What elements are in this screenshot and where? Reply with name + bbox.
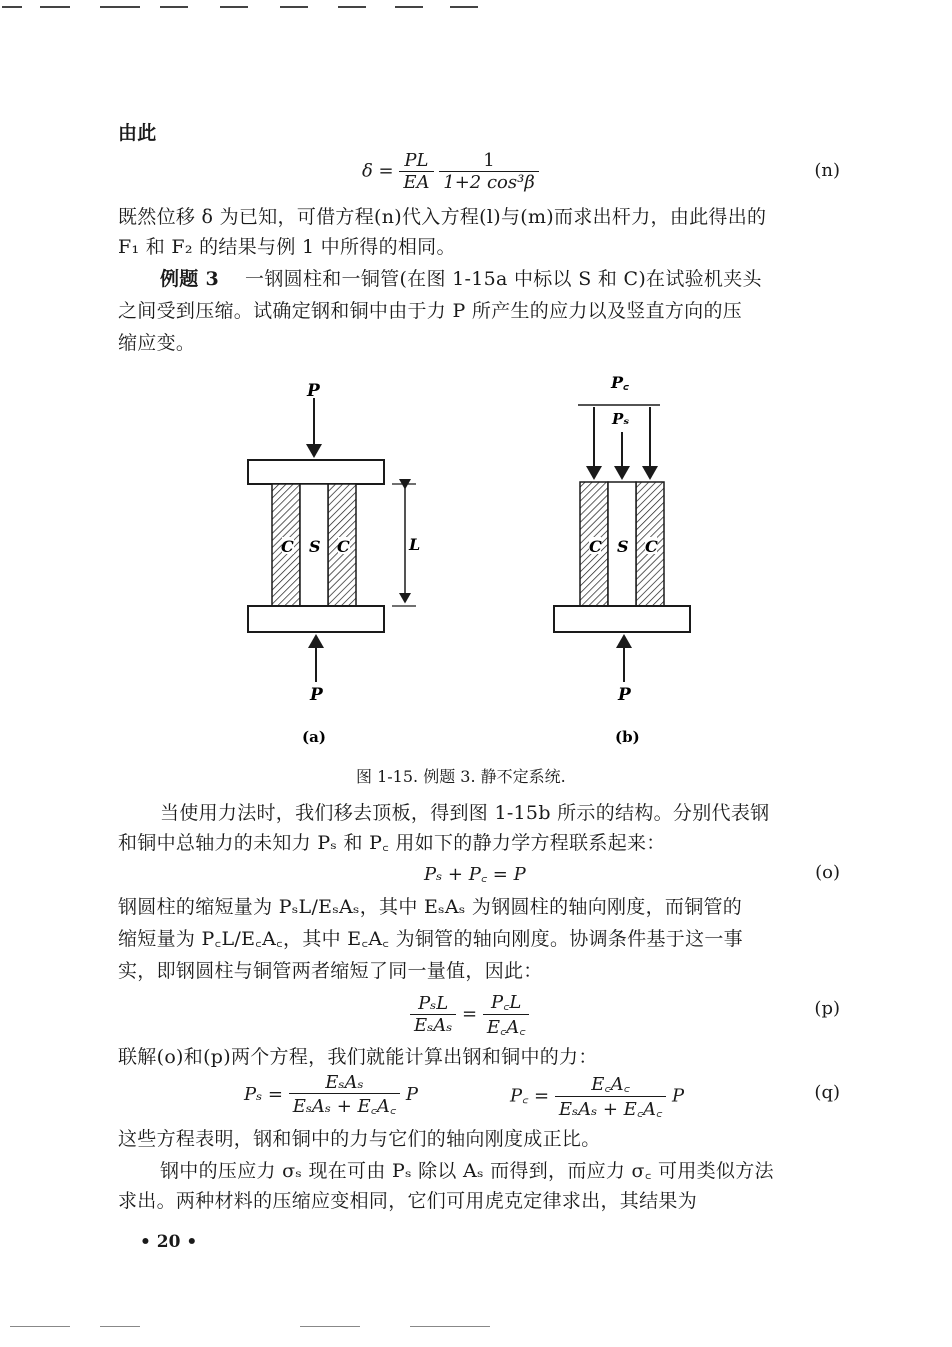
paragraph-3-line-2: 缩短量为 P꜀L/E꜀A꜀，其中 E꜀A꜀ 为铜管的轴向刚度。协调条件基于这一事 <box>118 928 743 950</box>
paragraph-5-line-1: 这些方程表明，钢和铜中的力与它们的轴向刚度成正比。 <box>118 1128 601 1150</box>
example-3-line-2: 之间受到压缩。试确定钢和铜中由于力 P 所产生的应力以及竖直方向的压 <box>118 300 743 322</box>
label-c-right-b: C <box>645 537 658 556</box>
equation-p-equals: = <box>462 1003 478 1025</box>
paragraph-2-line-1: 当使用力法时，我们移去顶板，得到图 1-15b 所示的结构。分别代表钢 <box>160 802 770 824</box>
label-c-left-a: C <box>281 537 294 556</box>
equation-n-lhs: δ = <box>362 160 394 182</box>
equation-q-tag: (q) <box>814 1082 840 1103</box>
paragraph-6-line-1: 钢中的压应力 σₛ 现在可由 Pₛ 除以 Aₛ 而得到，而应力 σ꜀ 可用类似方法 <box>160 1160 774 1182</box>
label-s-b: S <box>617 537 629 556</box>
equation-q-copper-fraction: $\frac{E꜀A꜀}{\text{EₛAₛ + E꜀A꜀}}$ <box>555 1072 666 1121</box>
load-label-bottom-b: P <box>618 685 631 705</box>
equation-p <box>410 990 529 1039</box>
figure-caption: 图 1-15. 例题 3. 静不定系统. <box>356 767 566 786</box>
paragraph-2-line-2: 和铜中总轴力的未知力 Pₛ 和 P꜀ 用如下的静力学方程联系起来： <box>118 832 666 854</box>
bottom-plate-a <box>248 606 384 632</box>
example-3-text-1: 一钢圆柱和一铜管(在图 1-15a 中标以 S 和 C)在试验机夹头 <box>245 268 762 290</box>
equation-o: Pₛ + P꜀ = P <box>424 864 526 885</box>
label-c-left-b: C <box>589 537 602 556</box>
paragraph-1-line-1: 既然位移 δ 为已知，可借方程(n)代入方程(l)与(m)而求出杆力，由此得出的 <box>118 206 767 228</box>
equation-n-fraction-1: $\frac{PL}{EA}$ <box>399 150 433 193</box>
example-3-line-3: 缩应变。 <box>118 332 196 354</box>
equation-n-fraction-2: $\frac{1}{\text{1+2 cos³β}}$ <box>439 150 539 193</box>
equation-q-steel: Pₛ = $\frac{\text{EₛAₛ}}{\text{EₛAₛ + E꜀A꜀}}$ P <box>244 1072 418 1117</box>
equation-o-tag: (o) <box>815 862 840 883</box>
paragraph-1-line-2: F₁ 和 F₂ 的结果与例 1 中所得的相同。 <box>118 236 456 258</box>
paragraph-4-line-1: 联解(o)和(p)两个方程，我们就能计算出钢和铜中的力： <box>118 1046 598 1068</box>
figure-1-15 <box>230 370 710 750</box>
label-length-l: L <box>409 535 421 554</box>
example-label: 例题 3 <box>160 268 220 290</box>
label-s-a: S <box>309 537 321 556</box>
paragraph-3-line-3: 实，即钢圆柱与铜管两者缩短了同一量值，因此： <box>118 960 543 982</box>
sublabel-a: (a) <box>302 728 326 746</box>
equation-p-left-fraction: $\frac{\text{PₛL}}{\text{EₛAₛ}}$ <box>410 993 456 1036</box>
load-label-inner-b: Pₛ <box>612 410 630 428</box>
page-number: • 20 • <box>140 1232 198 1252</box>
paragraph-6-line-2: 求出。两种材料的压缩应变相同，它们可用虎克定律求出，其结果为 <box>118 1190 698 1212</box>
equation-p-tag: (p) <box>814 998 840 1019</box>
equation-n <box>362 150 539 193</box>
equation-q-copper: P꜀ = $\frac{E꜀A꜀}{\text{EₛAₛ + E꜀A꜀}}$ P <box>510 1074 685 1120</box>
equation-n-tag: (n) <box>814 160 840 181</box>
top-plate-a <box>248 460 384 484</box>
equation-q-steel-fraction: $\frac{\text{EₛAₛ}}{\text{EₛAₛ + E꜀A꜀}}$ <box>289 1072 400 1118</box>
figure-part-a <box>248 381 420 746</box>
sublabel-b: (b) <box>615 728 640 746</box>
intro-text: 由此 <box>118 122 157 144</box>
load-label-top-a: P <box>307 381 320 401</box>
figure-part-b <box>554 373 690 746</box>
equation-p-right-fraction: $\frac{P꜀L}{E꜀A꜀}$ <box>483 990 530 1039</box>
load-label-outer-b: P꜀ <box>611 373 629 392</box>
load-label-bottom-a: P <box>310 685 323 705</box>
example-3-line-1 <box>118 266 838 292</box>
label-c-right-a: C <box>337 537 350 556</box>
bottom-plate-b <box>554 606 690 632</box>
paragraph-3-line-1: 钢圆柱的缩短量为 PₛL/EₛAₛ，其中 EₛAₛ 为钢圆柱的轴向刚度，而铜管的 <box>118 896 743 918</box>
